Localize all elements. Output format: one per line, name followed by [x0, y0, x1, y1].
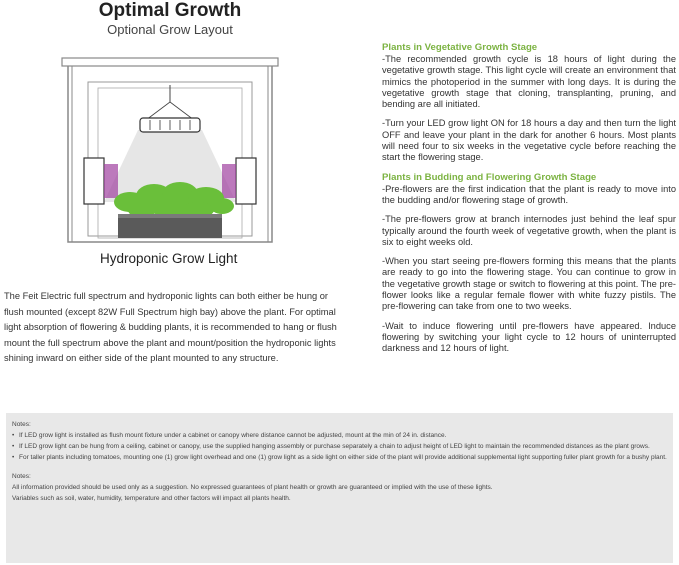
notes-heading: Notes: — [12, 421, 31, 428]
flowering-bullet: -Pre-flowers are the first indication that the plant is ready to move into the budding and/or flowering stage of growth. — [382, 183, 676, 205]
flowering-bullet: -Wait to induce flowering until pre-flowers have appeared. Induce flowering by switching your light cycle to 12 hours of uninterrupted darkness and 12 hours of light. — [382, 320, 676, 354]
vegetative-heading: Plants in Vegetative Growth Stage — [382, 42, 538, 53]
flowering-bullet: -When you start seeing pre-flowers forming this means that the plants are ready to go into the flowering stage. You can continue to grow in the vegetative growth stage or switch to flowering at this point. The pre-flower looks like a regular female flower with white fuzzy pistils. The pre-flowering can take from one to two weeks. — [382, 256, 676, 312]
growth-stage-info — [382, 42, 676, 355]
right-side-light-glow — [222, 164, 236, 198]
flowering-heading: Plants in Budding and Flowering Growth Stage — [382, 171, 597, 183]
note-item: • If LED grow light can be hung from a ceiling, cabinet or canopy, use the supplied hanging assembly or purchase separately a chain to adjust height of LED light to maintain the recommended distances as the plant grows. — [12, 441, 667, 452]
right-side-light — [236, 158, 256, 204]
notes — [12, 419, 667, 504]
left-paragraph: The Feit Electric full spectrum and hydroponic lights can both either be hung or flush mounted (except 82W Full Spectrum high bay) above the plant. For optimal light absorption of flowering & budding plants, it is recommended to hang or flush mount the full spectrum above the plant and mount/position the hydroponic lights shining inward on either side of the plant mounted to any structure. — [4, 291, 337, 364]
flowering-bullet: -The pre-flowers grow at branch internodes just behind the leaf spur typically around the fourth week of vegetative growth, when the plant is six to eight weeks old. — [382, 214, 676, 247]
disclaimer-line: All information provided should be used only as a suggestion. No expressed guarantees of plant health or growth are guaranteed or implied with the use of these lights. — [12, 484, 493, 491]
frame-top-beam — [62, 58, 278, 66]
notes-heading: Notes: — [12, 473, 31, 480]
note-item: • If LED grow light is installed as flush mount fixture under a cabinet or canopy where distance cannot be adjusted, mount at the min of 24 in. distance. — [12, 430, 667, 441]
diagram-caption: Hydroponic Grow Light — [96, 251, 241, 266]
vegetative-bullet: -The recommended growth cycle is 18 hours of light during the vegetative growth stage. This light cycle will create an environment that mimics the photoperiod in the summer with long days. It is during the vegetative growth stage that cloning, transplanting, pruning, and bending are all initiated. — [382, 54, 676, 110]
disclaimer-line: Variables such as soil, water, humidity, temperature and other factors will impact all plants health. — [12, 495, 291, 502]
note-item: • For taller plants including tomatoes, mounting one (1) grow light overhead and one (1) grow light as a side light on either side of the plant will provide additional supplemental light supporting fuller plant growth for a bushy plant. — [12, 452, 667, 463]
left-side-light-glow — [104, 164, 118, 198]
page-subtitle: Optional Grow Layout — [107, 22, 233, 37]
page-title: Optimal Growth — [98, 0, 242, 21]
grow-layout-diagram — [60, 40, 280, 272]
notes-list — [12, 430, 667, 463]
left-side-light — [84, 158, 104, 204]
vegetative-bullet: -Turn your LED grow light ON for 18 hours a day and then turn the light OFF and leave your plant in the dark for another 6 hours. Most plants will need four to six weeks in the vegetative cycle before reaching the start the flowering stage. — [382, 118, 676, 163]
